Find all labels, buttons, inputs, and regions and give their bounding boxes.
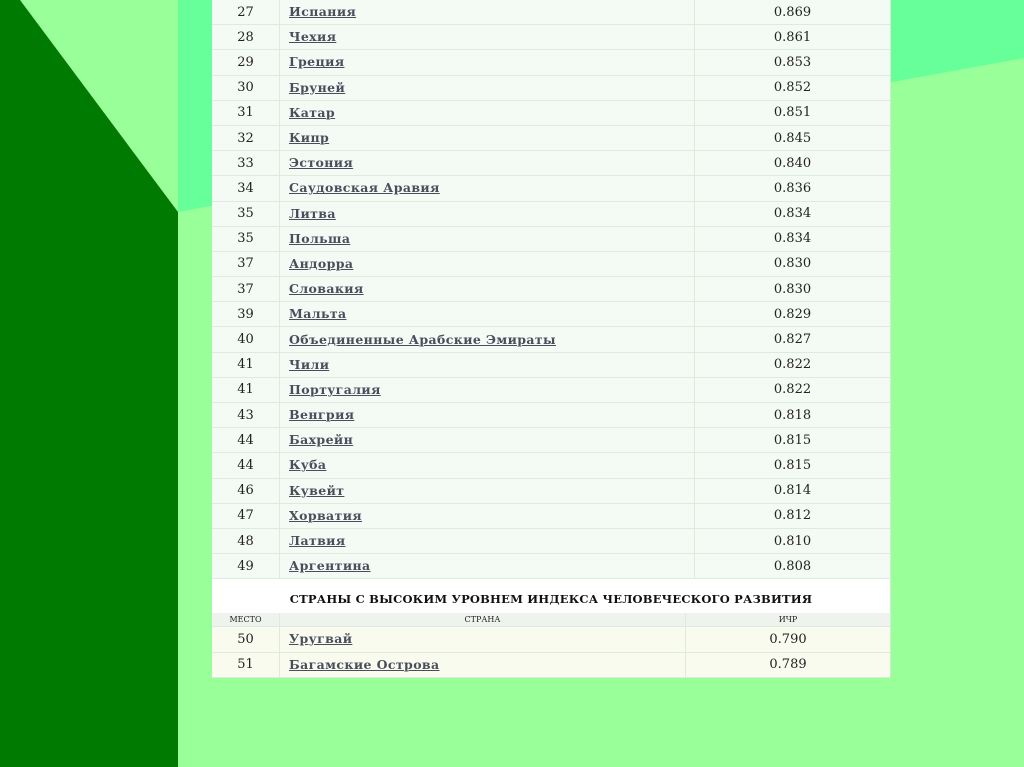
country-cell xyxy=(280,0,695,25)
country-link[interactable]: Катар xyxy=(289,104,336,120)
rank-cell: 41 xyxy=(212,377,280,402)
table-row xyxy=(212,453,890,478)
hdi-table-panel xyxy=(212,0,891,676)
hdi-value-cell: 0.815 xyxy=(695,453,891,478)
rank-cell: 39 xyxy=(212,302,280,327)
rank-cell: 49 xyxy=(212,554,280,579)
rank-cell: 51 xyxy=(212,652,280,677)
country-link[interactable]: Бахрейн xyxy=(289,432,354,448)
hdi-value-cell: 0.836 xyxy=(695,176,891,201)
hdi-value-cell: 0.845 xyxy=(695,125,891,150)
table-row xyxy=(212,50,890,75)
hdi-value-cell: 0.790 xyxy=(686,627,891,652)
country-cell xyxy=(280,377,695,402)
country-link[interactable]: Андорра xyxy=(289,255,354,271)
country-link[interactable]: Бруней xyxy=(289,79,346,95)
hdi-value-cell: 0.808 xyxy=(695,554,891,579)
hdi-table xyxy=(212,0,890,579)
hdi-value-cell: 0.861 xyxy=(695,25,891,50)
rank-cell: 44 xyxy=(212,453,280,478)
rank-cell: 48 xyxy=(212,528,280,553)
table-header-row xyxy=(212,613,890,627)
hdi-value-cell: 0.814 xyxy=(695,478,891,503)
country-link[interactable]: Латвия xyxy=(289,533,346,549)
table-row xyxy=(212,0,890,25)
country-cell xyxy=(280,478,695,503)
country-link[interactable]: Аргентина xyxy=(289,558,371,574)
header-value: ИЧР xyxy=(686,613,891,627)
hdi-value-cell: 0.822 xyxy=(695,352,891,377)
country-link[interactable]: Чили xyxy=(289,356,330,372)
country-cell xyxy=(280,50,695,75)
country-link[interactable]: Хорватия xyxy=(289,507,363,523)
rank-cell: 28 xyxy=(212,25,280,50)
table-row xyxy=(212,201,890,226)
table-row xyxy=(212,428,890,453)
country-cell xyxy=(280,302,695,327)
country-cell xyxy=(280,100,695,125)
rank-cell: 47 xyxy=(212,503,280,528)
hdi-value-cell: 0.830 xyxy=(695,251,891,276)
rank-cell: 40 xyxy=(212,327,280,352)
country-cell xyxy=(280,528,695,553)
hdi-value-cell: 0.815 xyxy=(695,428,891,453)
rank-cell: 43 xyxy=(212,403,280,428)
hdi-value-cell: 0.834 xyxy=(695,226,891,251)
table-row xyxy=(212,377,890,402)
table-row xyxy=(212,478,890,503)
table-row xyxy=(212,403,890,428)
hdi-value-cell: 0.812 xyxy=(695,503,891,528)
country-cell xyxy=(280,277,695,302)
table-row xyxy=(212,75,890,100)
table-row xyxy=(212,302,890,327)
country-link[interactable]: Греция xyxy=(289,54,345,70)
rank-cell: 30 xyxy=(212,75,280,100)
country-cell xyxy=(280,627,686,652)
rank-cell: 34 xyxy=(212,176,280,201)
hdi-value-cell: 0.827 xyxy=(695,327,891,352)
country-link[interactable]: Венгрия xyxy=(289,407,355,423)
rank-cell: 29 xyxy=(212,50,280,75)
country-cell xyxy=(280,352,695,377)
country-link[interactable]: Куба xyxy=(289,457,327,473)
country-link[interactable]: Словакия xyxy=(289,281,364,297)
hdi-value-cell: 0.853 xyxy=(695,50,891,75)
table-row xyxy=(212,176,890,201)
table-row xyxy=(212,327,890,352)
rank-cell: 41 xyxy=(212,352,280,377)
country-cell xyxy=(280,503,695,528)
country-link[interactable]: Португалия xyxy=(289,381,381,397)
country-link[interactable]: Багамские Острова xyxy=(289,656,440,672)
rank-cell: 37 xyxy=(212,251,280,276)
rank-cell: 35 xyxy=(212,201,280,226)
country-link[interactable]: Саудовская Аравия xyxy=(289,180,440,196)
country-link[interactable]: Польша xyxy=(289,230,351,246)
table-row xyxy=(212,226,890,251)
country-cell xyxy=(280,428,695,453)
country-cell xyxy=(280,75,695,100)
country-link[interactable]: Эстония xyxy=(289,155,354,171)
country-cell xyxy=(280,151,695,176)
table-row xyxy=(212,352,890,377)
country-cell xyxy=(280,226,695,251)
rank-cell: 37 xyxy=(212,277,280,302)
header-rank: МЕСТО xyxy=(212,613,280,627)
rank-cell: 31 xyxy=(212,100,280,125)
hdi-value-cell: 0.810 xyxy=(695,528,891,553)
country-cell xyxy=(280,125,695,150)
table-row xyxy=(212,251,890,276)
hdi-value-cell: 0.852 xyxy=(695,75,891,100)
table-row xyxy=(212,554,890,579)
header-country: СТРАНА xyxy=(280,613,686,627)
rank-cell: 44 xyxy=(212,428,280,453)
table-row xyxy=(212,503,890,528)
country-link[interactable]: Мальта xyxy=(289,306,347,322)
country-cell xyxy=(280,176,695,201)
hdi-value-cell: 0.840 xyxy=(695,151,891,176)
rank-cell: 35 xyxy=(212,226,280,251)
table-row xyxy=(212,652,890,677)
country-cell xyxy=(280,25,695,50)
country-link[interactable]: Кипр xyxy=(289,130,330,146)
country-link[interactable]: Объединенные Арабские Эмираты xyxy=(289,331,556,347)
table-row xyxy=(212,627,890,652)
table-row xyxy=(212,151,890,176)
table-row xyxy=(212,25,890,50)
table-row xyxy=(212,528,890,553)
country-link[interactable]: Испания xyxy=(289,4,357,20)
country-cell xyxy=(280,201,695,226)
hdi-value-cell: 0.822 xyxy=(695,377,891,402)
hdi-value-cell: 0.829 xyxy=(695,302,891,327)
rank-cell: 50 xyxy=(212,627,280,652)
country-cell xyxy=(280,403,695,428)
country-link[interactable]: Кувейт xyxy=(289,482,345,498)
country-cell xyxy=(280,554,695,579)
rank-cell: 27 xyxy=(212,0,280,25)
country-cell xyxy=(280,453,695,478)
country-link[interactable]: Чехия xyxy=(289,29,337,45)
hdi-value-cell: 0.869 xyxy=(695,0,891,25)
hdi-value-cell: 0.818 xyxy=(695,403,891,428)
hdi-value-cell: 0.851 xyxy=(695,100,891,125)
country-link[interactable]: Уругвай xyxy=(289,631,353,647)
table-row xyxy=(212,277,890,302)
rank-cell: 32 xyxy=(212,125,280,150)
rank-cell: 46 xyxy=(212,478,280,503)
rank-cell: 33 xyxy=(212,151,280,176)
country-link[interactable]: Литва xyxy=(289,205,336,221)
hdi-value-cell: 0.830 xyxy=(695,277,891,302)
hdi-value-cell: 0.789 xyxy=(686,652,891,677)
country-cell xyxy=(280,327,695,352)
hdi-value-cell: 0.834 xyxy=(695,201,891,226)
table-row xyxy=(212,125,890,150)
high-hdi-table xyxy=(212,613,890,677)
country-cell xyxy=(280,652,686,677)
country-cell xyxy=(280,251,695,276)
section-title: СТРАНЫ С ВЫСОКИМ УРОВНЕМ ИНДЕКСА ЧЕЛОВЕЧЕСКОГО РАЗВИТИЯ xyxy=(212,579,890,613)
table-row xyxy=(212,100,890,125)
